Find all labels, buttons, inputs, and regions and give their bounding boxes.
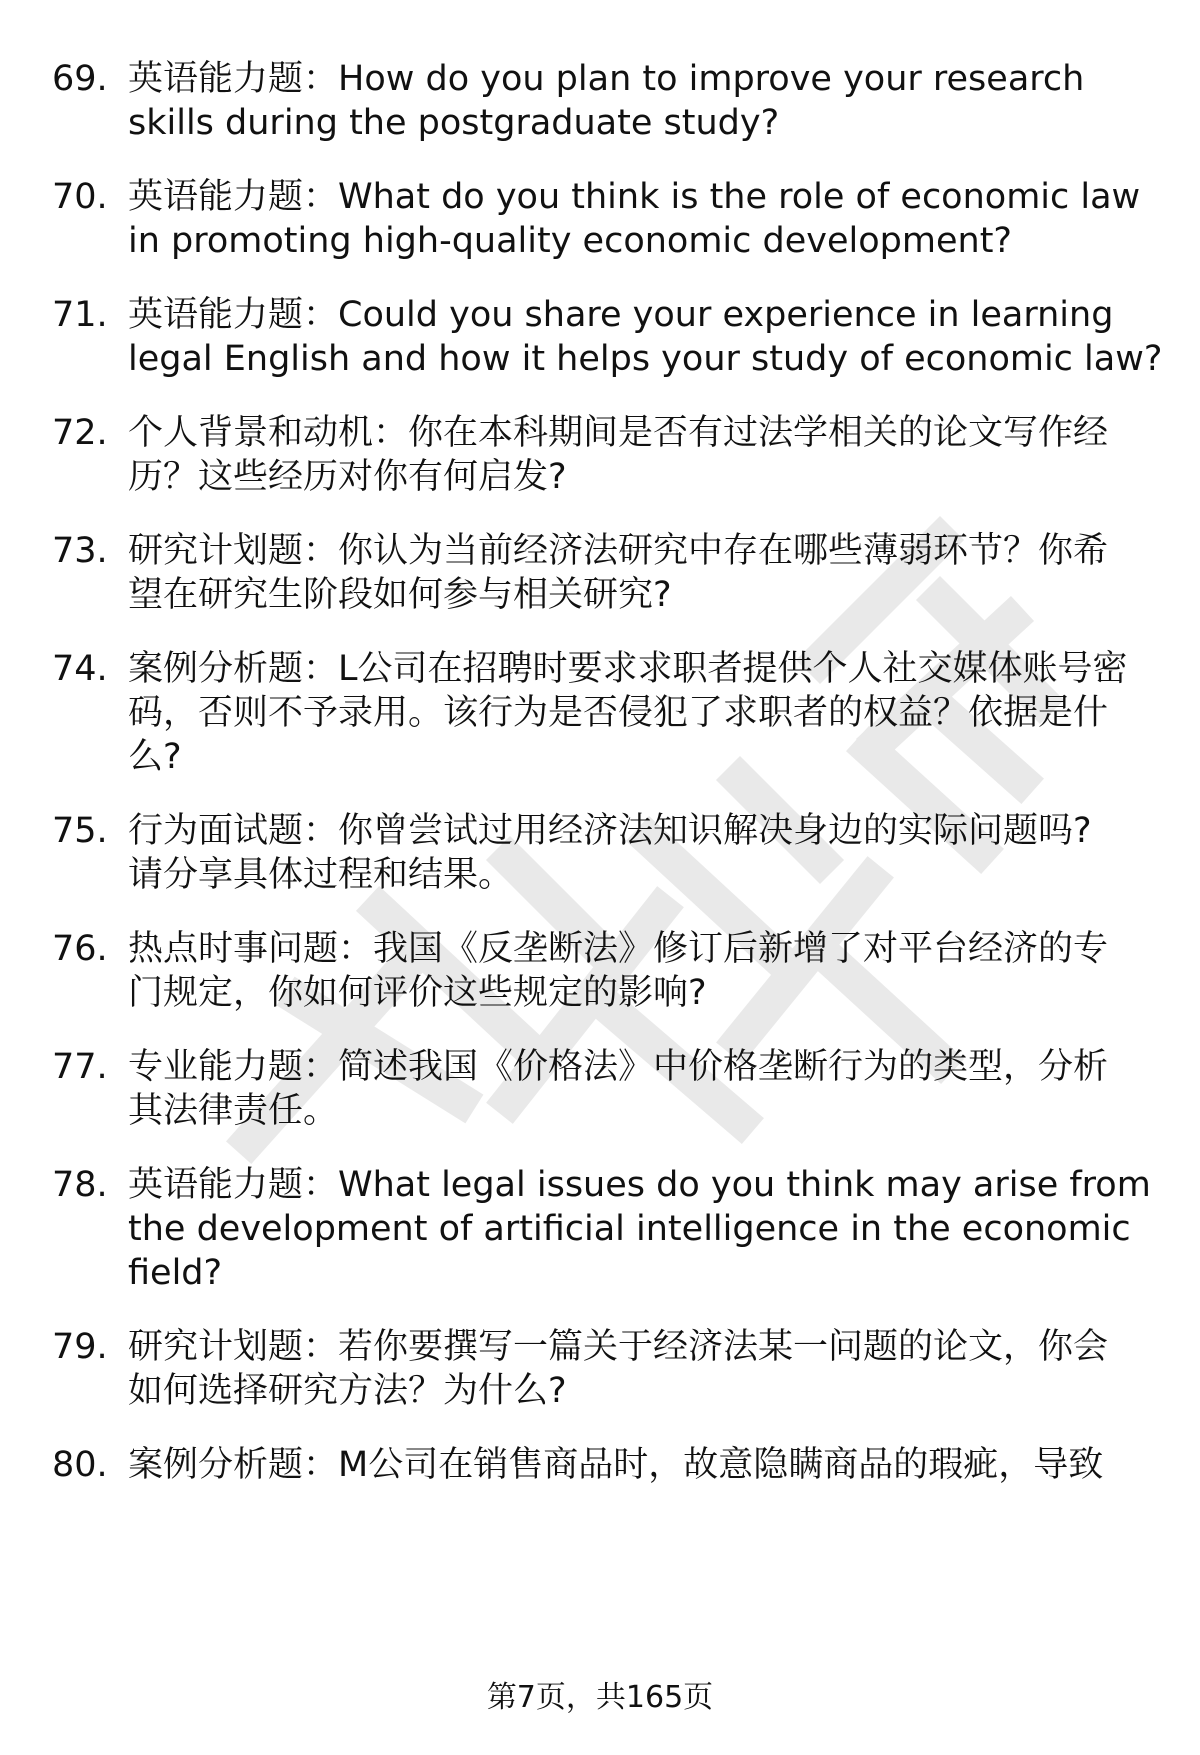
question-text-line: 其法律责任。	[128, 1091, 339, 1131]
question-text-line: 案例分析题：M公司在销售商品时，故意隐瞒商品的瑕疵，导致	[128, 1445, 1104, 1485]
question-text-line: 研究计划题：你认为当前经济法研究中存在哪些薄弱环节？你希	[128, 531, 1109, 571]
question-number: 74.	[52, 649, 108, 689]
question-text-line: field?	[128, 1253, 223, 1293]
question-number: 77.	[52, 1047, 108, 1087]
question-text-line: 如何选择研究方法？为什么?	[128, 1371, 567, 1411]
question-text-line: 英语能力题：Could you share your experience in learning	[128, 295, 1114, 335]
question-text-line: 么?	[128, 737, 182, 777]
question-number: 78.	[52, 1165, 108, 1205]
question-text-line: in promoting high-quality economic development?	[128, 221, 1012, 261]
question-number: 69.	[52, 59, 108, 99]
question-text-line: 英语能力题：How do you plan to improve your research	[128, 59, 1085, 99]
question-text-line: 行为面试题：你曾尝试过用经济法知识解决身边的实际问题吗?	[128, 811, 1092, 851]
question-text-line: 望在研究生阶段如何参与相关研究?	[128, 575, 672, 615]
question-number: 72.	[52, 413, 108, 453]
question-text-line: 英语能力题：What do you think is the role of economic law	[128, 177, 1141, 217]
question-text-line: 码，否则不予录用。该行为是否侵犯了求职者的权益？依据是什	[128, 693, 1109, 733]
question-text-line: 专业能力题：简述我国《价格法》中价格垄断行为的类型，分析	[128, 1047, 1109, 1087]
question-text-line: 研究计划题：若你要撰写一篇关于经济法某一问题的论文，你会	[128, 1327, 1109, 1367]
question-text-line: legal English and how it helps your study of economic law?	[128, 339, 1163, 379]
question-text-line: skills during the postgraduate study?	[128, 103, 780, 143]
question-number: 70.	[52, 177, 108, 217]
question-number: 71.	[52, 295, 108, 335]
question-text-line: 门规定，你如何评价这些规定的影响?	[128, 973, 707, 1013]
page-number-label: 第7页，共165页	[486, 1680, 714, 1715]
question-number: 73.	[52, 531, 108, 571]
question-text-line: 历？这些经历对你有何启发?	[128, 457, 567, 497]
question-number: 79.	[52, 1327, 108, 1367]
question-text-line: 个人背景和动机：你在本科期间是否有过法学相关的论文写作经	[128, 413, 1109, 453]
question-number: 80.	[52, 1445, 108, 1485]
question-text-line: 英语能力题：What legal issues do you think may arise from	[128, 1165, 1151, 1205]
question-number: 75.	[52, 811, 108, 851]
question-text-line: the development of artificial intelligence in the economic	[128, 1209, 1131, 1249]
question-text-line: 案例分析题：L公司在招聘时要求求职者提供个人社交媒体账号密	[128, 649, 1128, 689]
question-text-line: 热点时事问题：我国《反垄断法》修订后新增了对平台经济的专	[128, 929, 1109, 969]
question-text-line: 请分享具体过程和结果。	[128, 855, 514, 895]
question-number: 76.	[52, 929, 108, 969]
page-footer	[0, 1678, 1200, 1718]
